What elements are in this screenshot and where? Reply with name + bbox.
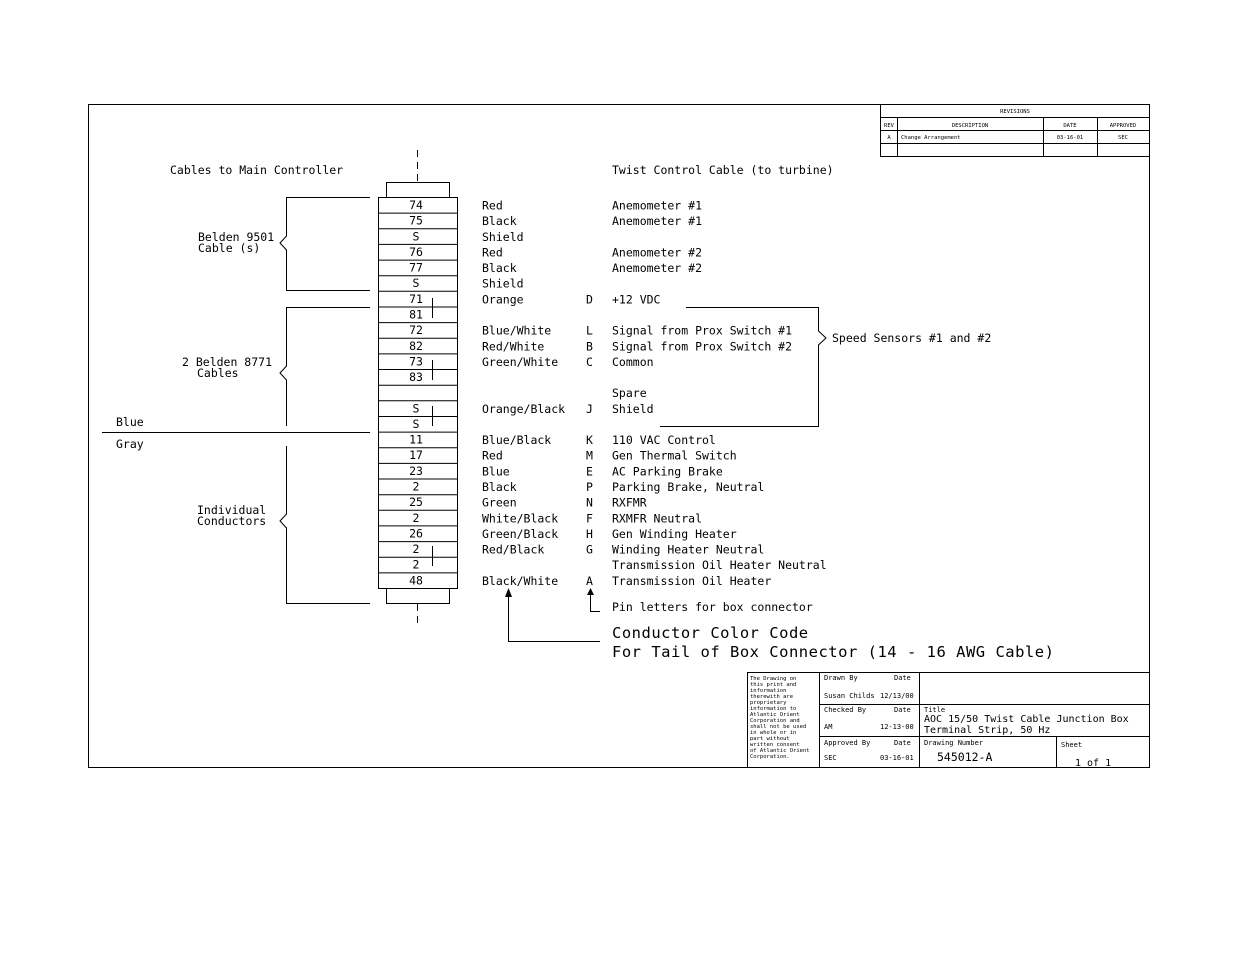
proprietary-line: shall not be used — [750, 724, 807, 730]
proprietary-line: The Drawing on — [750, 676, 797, 682]
proprietary-line: Corporation. — [750, 754, 790, 760]
terminal-end-cap-top — [387, 183, 450, 198]
cable-group-belden-8771 — [182, 308, 370, 427]
pin-letter: A — [586, 573, 593, 588]
pin-letter: N — [586, 495, 593, 510]
terminal-number: 75 — [409, 213, 423, 228]
circuit-function: +12 VDC — [612, 292, 661, 307]
label-belden-8771: 2 Belden 8771 — [182, 355, 273, 369]
circuit-function: Signal from Prox Switch #1 — [612, 323, 793, 338]
pin-letter: G — [586, 542, 593, 557]
pin-letter: L — [586, 323, 593, 338]
terminal-number: 11 — [409, 432, 423, 447]
pin-letter: C — [586, 354, 593, 369]
approved-date-label: Date — [894, 739, 911, 747]
terminal-number: 2 — [412, 479, 420, 494]
conductor-color: Red/White — [482, 339, 545, 354]
heading-main-controller: Cables to Main Controller — [170, 163, 344, 177]
revisions-table — [881, 105, 1150, 157]
circuit-function: Signal from Prox Switch #2 — [612, 339, 793, 354]
proprietary-line: Atlantic Orient — [750, 712, 800, 718]
conductor-color: Red — [482, 198, 503, 213]
revisions-header-rev: REV — [884, 123, 894, 129]
sheet-value: 1 of 1 — [1075, 758, 1112, 769]
terminal-number: S — [412, 229, 420, 244]
title-block — [748, 673, 1150, 770]
proprietary-line: information — [750, 688, 787, 694]
conductor-color: Black — [482, 480, 517, 494]
label-belden-9501-cables: Cable (s) — [198, 241, 261, 255]
label-individual: Individual — [197, 503, 267, 517]
label-conductors: Conductors — [197, 514, 267, 528]
checked-date-value: 12-13-00 — [880, 723, 914, 731]
label-gray: Gray — [116, 437, 144, 451]
conductor-color: Green/White — [482, 354, 559, 369]
checked-by-value: AM — [824, 723, 833, 731]
pin-letter: M — [586, 448, 593, 463]
drawing-title-line2: Terminal Strip, 50 Hz — [924, 725, 1051, 736]
pin-letter-column — [586, 292, 593, 588]
sheet-label: Sheet — [1061, 741, 1083, 749]
heading-twist-cable: Twist Control Cable (to turbine) — [612, 163, 834, 177]
conductor-color: Blue/White — [482, 323, 552, 338]
pin-letters-callout — [587, 588, 813, 614]
drawn-date-label: Date — [894, 674, 911, 682]
drawn-date-value: 12/13/00 — [880, 692, 914, 700]
terminal-number: 23 — [409, 463, 423, 478]
cable-group-individual — [197, 446, 370, 604]
label-belden-9501: Belden 9501 — [198, 230, 275, 244]
conductor-color: Blue — [482, 464, 510, 479]
proprietary-line: therewith are — [750, 694, 794, 700]
pin-letter: H — [586, 526, 593, 541]
circuit-function: RXFMR — [612, 495, 647, 510]
terminal-number: 81 — [409, 307, 423, 322]
circuit-function: Anemometer #1 — [612, 198, 703, 213]
revision-rev: A — [887, 135, 891, 141]
drawn-by-value: Susan Childs — [824, 692, 875, 700]
approved-by-label: Approved By — [824, 739, 871, 747]
terminal-number: 2 — [412, 510, 420, 525]
circuit-function: Spare — [612, 386, 647, 401]
conductor-color: Black — [482, 261, 517, 276]
pin-letter: J — [586, 401, 593, 416]
proprietary-line: this print and — [750, 682, 797, 688]
revision-approved: SEC — [1118, 135, 1128, 141]
conductor-color: Red/Black — [482, 542, 545, 557]
revisions-header-description: DESCRIPTION — [951, 123, 989, 129]
circuit-function: Parking Brake, Neutral — [612, 480, 765, 494]
terminal-number: 2 — [412, 542, 420, 557]
drawn-by-label: Drawn By — [824, 674, 858, 682]
conductor-color: Black/White — [482, 573, 559, 588]
conductor-color: Green — [482, 495, 517, 510]
revision-description: Change Arrangement — [901, 135, 961, 141]
conductor-color: Shield — [482, 229, 524, 244]
circuit-function: Anemometer #1 — [612, 214, 703, 229]
circuit-function: Anemometer #2 — [612, 261, 703, 276]
terminal-number: S — [412, 417, 420, 431]
proprietary-line: of Atlantic Orient — [750, 748, 810, 754]
terminal-strip — [379, 183, 458, 604]
conductor-color: White/Black — [482, 511, 559, 526]
proprietary-line: part without — [750, 736, 790, 742]
circuit-function: 110 VAC Control — [612, 433, 716, 448]
approved-by-value: SEC — [824, 754, 837, 762]
terminal-number: 48 — [409, 573, 423, 588]
revisions-header-approved: APPROVED — [1109, 123, 1137, 129]
conductor-color: Green/Black — [482, 526, 559, 541]
proprietary-line: Corporation and — [750, 718, 800, 724]
drawing-title-line1: AOC 15/50 Twist Cable Junction Box — [924, 714, 1129, 725]
checked-by-label: Checked By — [824, 706, 867, 714]
terminal-end-cap-bottom — [387, 589, 450, 604]
pin-letter: F — [586, 511, 593, 526]
cable-blue-gray — [102, 415, 370, 451]
terminal-number: 82 — [409, 338, 423, 353]
proprietary-line: written consent — [750, 742, 800, 748]
terminal-number: 17 — [409, 448, 423, 463]
function-column — [612, 199, 827, 588]
approved-date-value: 03-16-01 — [880, 754, 914, 762]
proprietary-line: information to — [750, 706, 797, 712]
circuit-function: Gen Winding Heater — [612, 526, 737, 541]
pin-letter: B — [586, 339, 593, 354]
terminal-number: 83 — [409, 370, 423, 384]
terminal-number: 72 — [409, 323, 423, 338]
proprietary-note — [750, 676, 810, 760]
circuit-function: RXMFR Neutral — [612, 511, 703, 526]
revisions-header-date: DATE — [1063, 123, 1077, 129]
conductor-color: Blue/Black — [482, 433, 552, 448]
terminal-number: S — [412, 401, 420, 416]
circuit-function: Common — [612, 354, 654, 369]
circuit-function: Transmission Oil Heater — [612, 573, 772, 588]
conductor-color-column — [482, 199, 565, 588]
note-pin-letters: Pin letters for box connector — [612, 600, 813, 614]
terminal-number: 76 — [409, 244, 423, 259]
drawing-number-label: Drawing Number — [924, 739, 984, 747]
conductor-color: Black — [482, 214, 517, 229]
revision-date: 03-16-01 — [1056, 135, 1084, 141]
proprietary-line: proprietary — [750, 700, 787, 706]
label-blue: Blue — [116, 415, 144, 429]
circuit-function: Shield — [612, 401, 654, 416]
terminal-number: 71 — [409, 291, 423, 306]
checked-date-label: Date — [894, 706, 911, 714]
conductor-color: Orange/Black — [482, 401, 566, 416]
circuit-function: AC Parking Brake — [612, 464, 723, 479]
cable-group-belden-9501 — [198, 198, 370, 291]
circuit-function: Anemometer #2 — [612, 245, 703, 260]
note-color-code: Conductor Color Code — [612, 624, 809, 642]
proprietary-line: in whole or in — [750, 730, 797, 736]
note-color-code-tail: For Tail of Box Connector (14 - 16 AWG Cable) — [612, 643, 1055, 661]
pin-letter: K — [586, 433, 593, 448]
conductor-color: Shield — [482, 276, 524, 291]
circuit-function: Winding Heater Neutral — [612, 542, 765, 557]
circuit-function: Gen Thermal Switch — [612, 448, 737, 463]
label-speed-sensors: Speed Sensors #1 and #2 — [832, 331, 992, 345]
terminal-number: 77 — [409, 260, 423, 275]
terminal-number: 2 — [412, 557, 420, 572]
conductor-color: Red — [482, 245, 503, 260]
terminal-number: S — [412, 276, 420, 291]
drawing-number-value: 545012-A — [937, 750, 993, 764]
title-label: Title — [924, 706, 946, 714]
revisions-title: REVISIONS — [1000, 109, 1030, 115]
terminal-number: 74 — [409, 198, 423, 212]
terminal-number: 26 — [409, 526, 423, 541]
circuit-function: Transmission Oil Heater Neutral — [612, 558, 827, 573]
conductor-color: Orange — [482, 292, 524, 307]
pin-letter: E — [586, 464, 593, 479]
pin-letter: P — [586, 480, 593, 494]
conductor-color: Red — [482, 448, 503, 463]
color-code-callout — [505, 588, 1054, 661]
label-belden-8771-cables: Cables — [197, 366, 239, 380]
terminal-number: 73 — [409, 354, 423, 369]
terminal-number: 25 — [409, 495, 423, 510]
pin-letter: D — [586, 292, 593, 307]
